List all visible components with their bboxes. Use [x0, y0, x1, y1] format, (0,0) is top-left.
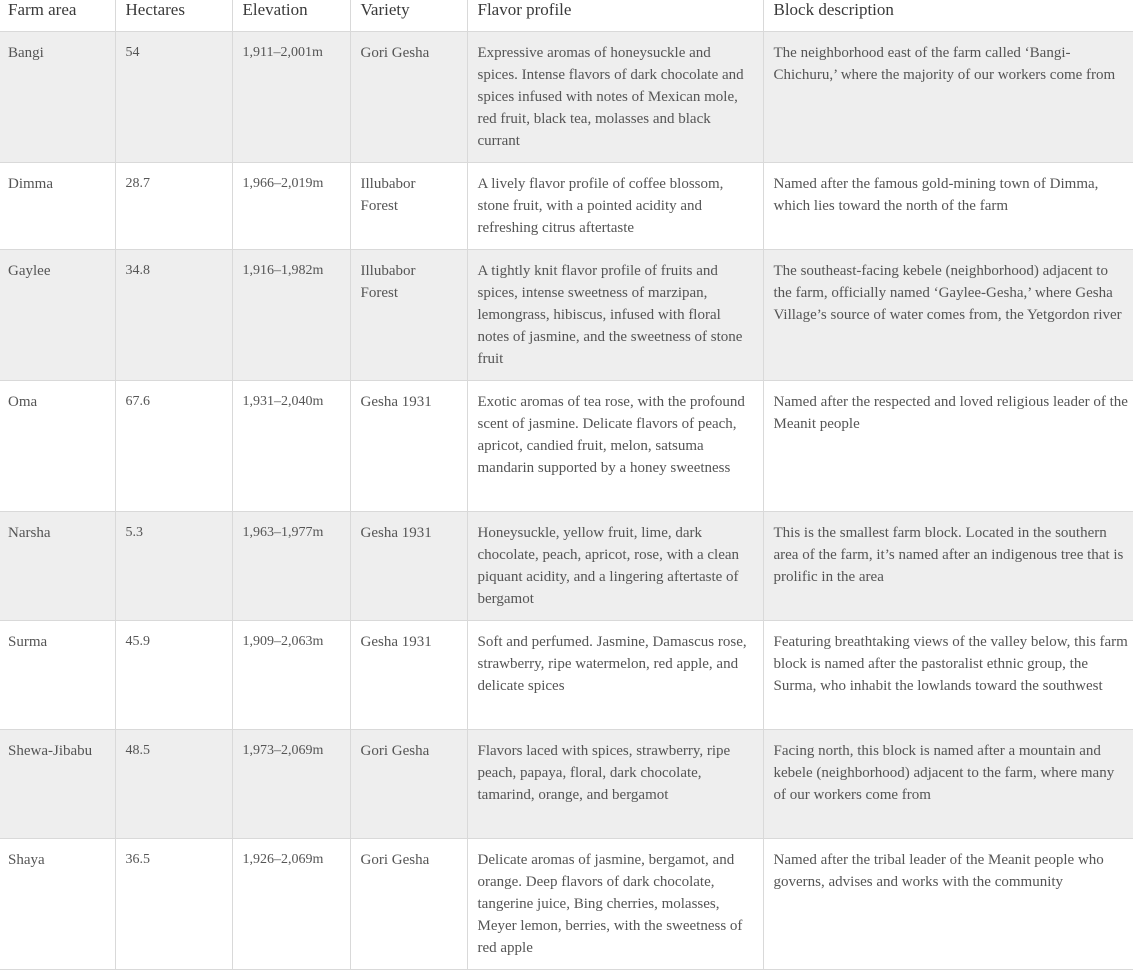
farm-area-cell: Oma: [0, 381, 115, 512]
hectares-cell: 67.6: [115, 381, 232, 512]
farm-area-cell: Gaylee: [0, 250, 115, 381]
column-header-elevation: Elevation: [232, 0, 350, 32]
elevation-cell: 1,926–2,069m: [232, 839, 350, 970]
table-header-row: [0, 0, 1133, 32]
hectares-cell: 48.5: [115, 730, 232, 839]
block-description-cell: Facing north, this block is named after a mountain and kebele (neighborhood) adjacent to the farm, where many of our workers come from: [763, 730, 1133, 839]
flavor-profile-cell: Flavors laced with spices, strawberry, ripe peach, papaya, floral, dark chocolate, tamarind, orange, and bergamot: [467, 730, 763, 839]
variety-cell: Illubabor Forest: [350, 163, 467, 250]
variety-cell: Gori Gesha: [350, 839, 467, 970]
block-description-cell: Named after the respected and loved religious leader of the Meanit people: [763, 381, 1133, 512]
table-row: [0, 250, 1133, 381]
farm-area-cell: Narsha: [0, 512, 115, 621]
table-row: [0, 381, 1133, 512]
table-row: [0, 512, 1133, 621]
hectares-cell: 28.7: [115, 163, 232, 250]
block-description-cell: This is the smallest farm block. Located in the southern area of the farm, it’s named after an indigenous tree that is prolific in the area: [763, 512, 1133, 621]
elevation-cell: 1,909–2,063m: [232, 621, 350, 730]
farm-area-cell: Shewa-Jibabu: [0, 730, 115, 839]
hectares-cell: 36.5: [115, 839, 232, 970]
variety-cell: Gesha 1931: [350, 512, 467, 621]
table-row: [0, 621, 1133, 730]
column-header-farm-area: Farm area: [0, 0, 115, 32]
elevation-cell: 1,931–2,040m: [232, 381, 350, 512]
column-header-variety: Variety: [350, 0, 467, 32]
flavor-profile-cell: Delicate aromas of jasmine, bergamot, and orange. Deep flavors of dark chocolate, tangerine juice, Bing cherries, molasses, Meyer lemon, berries, with the sweetness of red apple: [467, 839, 763, 970]
flavor-profile-cell: Expressive aromas of honeysuckle and spices. Intense flavors of dark chocolate and spices infused with notes of Mexican mole, red fruit, black tea, molasses and black currant: [467, 32, 763, 163]
farm-area-cell: Shaya: [0, 839, 115, 970]
variety-cell: Gori Gesha: [350, 730, 467, 839]
variety-cell: Gesha 1931: [350, 621, 467, 730]
variety-cell: Illubabor Forest: [350, 250, 467, 381]
elevation-cell: 1,966–2,019m: [232, 163, 350, 250]
block-description-cell: Named after the tribal leader of the Meanit people who governs, advises and works with the community: [763, 839, 1133, 970]
table-row: [0, 163, 1133, 250]
farm-area-cell: Surma: [0, 621, 115, 730]
flavor-profile-cell: Soft and perfumed. Jasmine, Damascus rose, strawberry, ripe watermelon, red apple, and delicate spices: [467, 621, 763, 730]
elevation-cell: 1,911–2,001m: [232, 32, 350, 163]
block-description-cell: The southeast-facing kebele (neighborhood) adjacent to the farm, officially named ‘Gaylee-Gesha,’ where Gesha Village’s source of water comes from, the Yetgordon river: [763, 250, 1133, 381]
block-description-cell: Featuring breathtaking views of the valley below, this farm block is named after the pastoralist ethnic group, the Surma, who inhabit the lowlands toward the southwest: [763, 621, 1133, 730]
table-row: [0, 839, 1133, 970]
elevation-cell: 1,916–1,982m: [232, 250, 350, 381]
elevation-cell: 1,963–1,977m: [232, 512, 350, 621]
block-description-cell: Named after the famous gold-mining town of Dimma, which lies toward the north of the farm: [763, 163, 1133, 250]
table-row: [0, 32, 1133, 163]
column-header-flavor-profile: Flavor profile: [467, 0, 763, 32]
flavor-profile-cell: A lively flavor profile of coffee blossom, stone fruit, with a pointed acidity and refreshing citrus aftertaste: [467, 163, 763, 250]
elevation-cell: 1,973–2,069m: [232, 730, 350, 839]
hectares-cell: 45.9: [115, 621, 232, 730]
hectares-cell: 54: [115, 32, 232, 163]
hectares-cell: 5.3: [115, 512, 232, 621]
column-header-block-description: Block description: [763, 0, 1133, 32]
table-row: [0, 730, 1133, 839]
column-header-hectares: Hectares: [115, 0, 232, 32]
flavor-profile-cell: Exotic aromas of tea rose, with the profound scent of jasmine. Delicate flavors of peach, apricot, candied fruit, melon, satsuma mandarin supported by a honey sweetness: [467, 381, 763, 512]
flavor-profile-cell: A tightly knit flavor profile of fruits and spices, intense sweetness of marzipan, lemongrass, hibiscus, infused with floral notes of jasmine, and the sweetness of stone fruit: [467, 250, 763, 381]
block-description-cell: The neighborhood east of the farm called ‘Bangi-Chichuru,’ where the majority of our workers come from: [763, 32, 1133, 163]
farm-area-cell: Bangi: [0, 32, 115, 163]
variety-cell: Gori Gesha: [350, 32, 467, 163]
variety-cell: Gesha 1931: [350, 381, 467, 512]
farm-area-cell: Dimma: [0, 163, 115, 250]
flavor-profile-cell: Honeysuckle, yellow fruit, lime, dark chocolate, peach, apricot, rose, with a clean piquant acidity, and a lingering aftertaste of bergamot: [467, 512, 763, 621]
hectares-cell: 34.8: [115, 250, 232, 381]
